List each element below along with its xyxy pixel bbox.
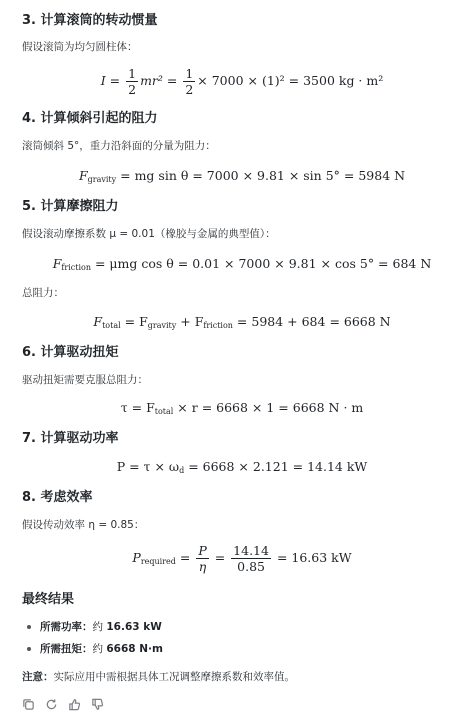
- section-8-desc: 假设传动效率 η = 0.85：: [22, 519, 145, 531]
- section-8-title: 8. 考虑效率: [22, 490, 93, 505]
- section-6-equation: $\tau = F_{total} \times r = 6668 \times 1 = 6668$ N · m: [120, 400, 364, 416]
- fraction: $\frac{14.14}{0.85}$: [233, 543, 269, 574]
- note: 注意：实际应用中需根据具体工况调整摩擦系数和效率值。: [22, 671, 295, 683]
- result-title: 最终结果: [22, 592, 75, 607]
- fraction: $\frac{P}{\eta}$: [198, 543, 207, 574]
- fraction: $\frac{1}{2}$: [185, 66, 194, 97]
- total-resistance-label: 总阻力：: [22, 287, 64, 299]
- section-5-desc: 假设滚动摩擦系数 μ = 0.01（橡胶与金属的典型值）：: [22, 228, 276, 240]
- section-8-equation: $P_{required}$ = $\frac{P}{\eta}$ = $\frac{14.14}{0.85}$ = 16.63 kW: [132, 543, 352, 574]
- section-6-desc: 驱动扭矩需要克服总阻力：: [22, 374, 148, 386]
- section-5-title: 5. 计算摩擦阻力: [22, 199, 119, 214]
- list-item: 所需功率：约 16.63 kW: [22, 616, 163, 638]
- thumbs-down-icon[interactable]: [91, 696, 104, 715]
- result-list: [22, 616, 163, 660]
- section-4-desc: 滚筒倾斜 5°，重力沿斜面的分量为阻力：: [22, 140, 216, 152]
- section-7-title: 7. 计算驱动功率: [22, 431, 119, 446]
- bullet-icon: [27, 625, 31, 629]
- section-5-equation: $F_{friction} = \mu mg$ cos θ = 0.01 × 7000 × 9.81 × cos 5° = 684 N: [52, 256, 432, 272]
- section-4-title: 4. 计算倾斜引起的阻力: [22, 111, 158, 126]
- section-6-title: 6. 计算驱动扭矩: [22, 345, 119, 360]
- section-7-equation: $P = \tau \times \omega_d = 6668 \times 2.121 = 14.14$ kW: [116, 459, 368, 475]
- section-3-equation: I = $\frac{1}{2}$ mr² = $\frac{1}{2}$ × 7000 × (1)² = 3500 kg · m²: [100, 66, 384, 97]
- section-3-desc: 假设滚筒为均匀圆柱体：: [22, 41, 138, 53]
- total-resistance-equation: $F_{total} = F_{gravity} + F_{friction} = 5984 + 684 = 6668$ N: [93, 314, 391, 330]
- section-4-equation: $F_{gravity}$ = mg sin θ = 7000 × 9.81 × sin 5° = 5984 N: [78, 168, 406, 184]
- thumbs-up-icon[interactable]: [68, 696, 81, 715]
- copy-icon[interactable]: [22, 696, 35, 715]
- fraction: $\frac{1}{2}$: [128, 66, 137, 97]
- section-3-title: 3. 计算滚筒的转动惯量: [22, 13, 158, 28]
- list-item: 所需扭矩：约 6668 N·m: [22, 638, 163, 660]
- regenerate-icon[interactable]: [45, 696, 58, 715]
- bullet-icon: [27, 647, 31, 651]
- message-actions: [22, 696, 104, 715]
